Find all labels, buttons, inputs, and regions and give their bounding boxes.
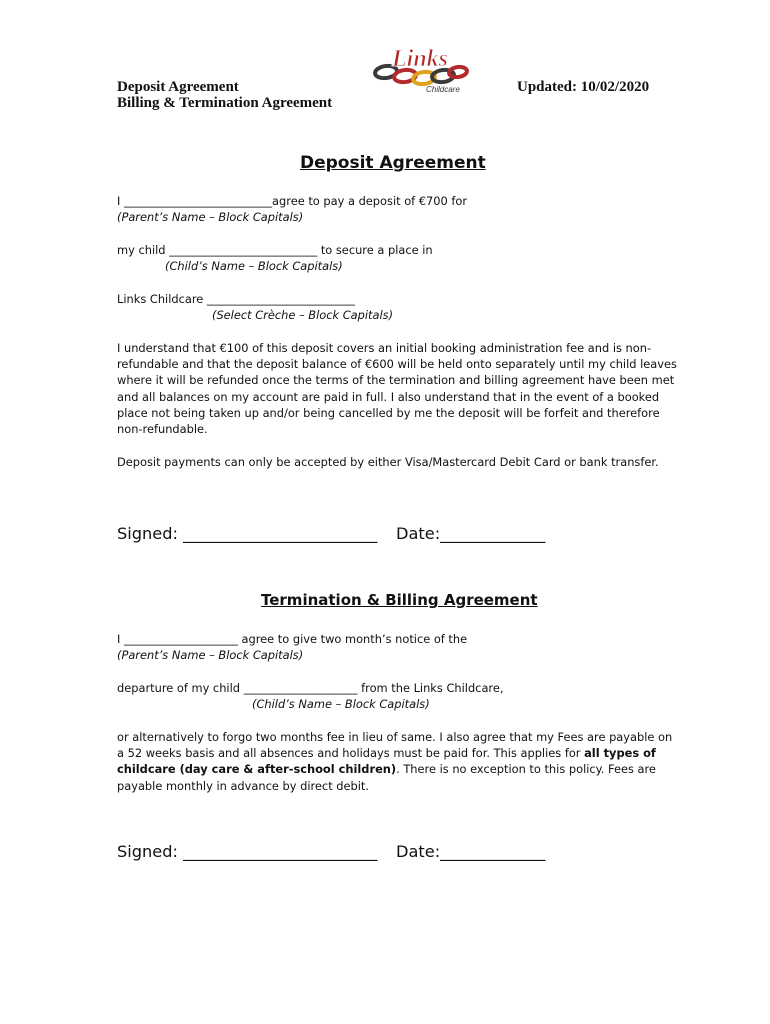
deposit-date-field: Date:_____________ bbox=[396, 524, 546, 543]
deposit-child-line: my child __________________________ to secure a place in bbox=[117, 243, 433, 257]
termination-child-line: departure of my child ____________________ from the Links Childcare, bbox=[117, 681, 504, 695]
termination-parent-hint: (Parent’s Name – Block Capitals) bbox=[117, 648, 304, 662]
links-childcare-logo bbox=[372, 44, 470, 100]
deposit-creche-hint: (Select Crèche – Block Capitals) bbox=[212, 308, 394, 322]
doc-title-line1: Deposit Agreement bbox=[117, 79, 239, 95]
deposit-parent-hint: (Parent’s Name – Block Capitals) bbox=[117, 210, 304, 224]
doc-title-line2: Billing & Termination Agreement bbox=[117, 95, 333, 111]
termination-terms-bold: all types of childcare (day care & after-school children) bbox=[117, 746, 656, 777]
deposit-creche-line: Links Childcare __________________________ bbox=[117, 292, 355, 306]
updated-date: Updated: 10/02/2020 bbox=[517, 79, 650, 95]
termination-terms-b: . There is no exception to this policy. Fees are payable monthly in advance by direct debit. bbox=[117, 762, 656, 793]
termination-terms-a: or alternatively to forgo two months fee in lieu of same. I also agree that my Fees are payable on a 52 weeks basis and all absences and holidays must be paid for. This applies for bbox=[117, 730, 673, 761]
termination-heading: Termination & Billing Agreement bbox=[261, 591, 538, 609]
deposit-payment-paragraph: Deposit payments can only be accepted by either Visa/Mastercard Debit Card or bank transfer. bbox=[117, 455, 659, 469]
termination-parent-line: I ____________________ agree to give two month’s notice of the bbox=[117, 632, 468, 646]
termination-terms-paragraph bbox=[117, 729, 677, 794]
termination-date-field: Date:_____________ bbox=[396, 842, 546, 861]
deposit-parent-line: I __________________________agree to pay a deposit of €700 for bbox=[117, 194, 468, 208]
logo-text: Links bbox=[392, 46, 449, 72]
deposit-heading: Deposit Agreement bbox=[300, 153, 486, 173]
deposit-terms-paragraph: I understand that €100 of this deposit covers an initial booking administration fee and is non-refundable and that the deposit balance of €600 will be held onto separately until my child leaves where it will be refunded once the terms of the termination and billing agreement have been met and all balances on my account are paid in full. I also understand that in the event of a booked place not being taken up and/or being cancelled by me the deposit will be forfeit and therefore non-refundable. bbox=[117, 341, 677, 437]
deposit-signed-field: Signed: ________________________ bbox=[117, 524, 378, 543]
deposit-child-hint: (Child’s Name – Block Capitals) bbox=[165, 259, 343, 273]
logo-subtext: Childcare bbox=[426, 85, 460, 94]
termination-signed-field: Signed: ________________________ bbox=[117, 842, 378, 861]
termination-child-hint: (Child’s Name – Block Capitals) bbox=[252, 697, 430, 711]
